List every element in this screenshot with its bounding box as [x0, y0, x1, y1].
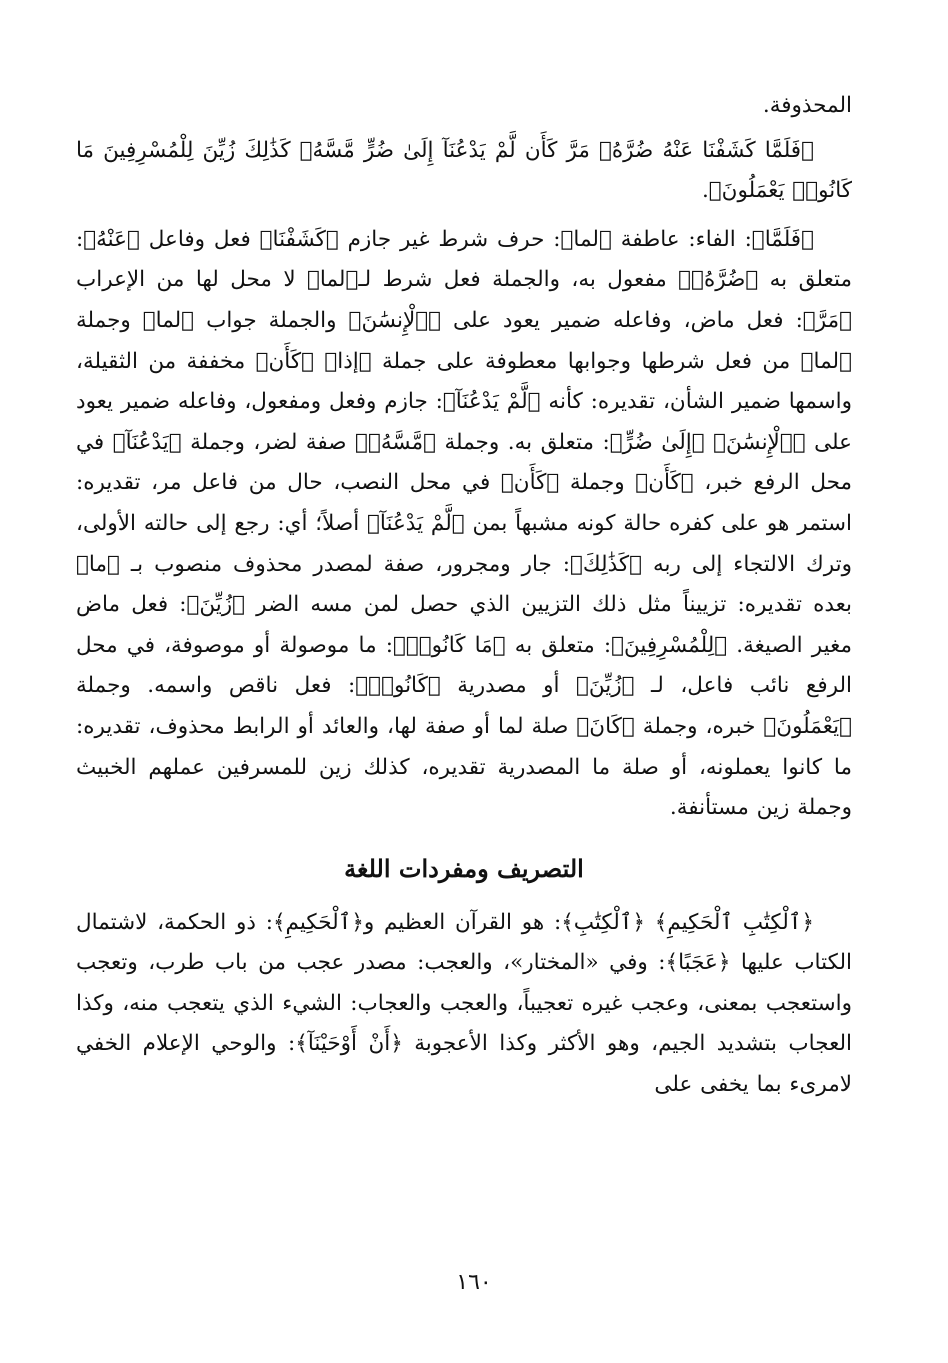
quran-verse: ﴿فَلَمَّا كَشَفْنَا عَنْهُ ضُرَّهُۥ مَرَّ كَأَن لَّمْ يَدْعُنَآ إِلَىٰ ضُرٍّ مَّسَّهُۥ كَذَٰلِكَ زُيِّنَ لِلْمُسْرِفِينَ مَا كَانُوا۟ يَعْمَلُونَ﴾.	[76, 137, 852, 204]
page-content	[76, 86, 852, 1106]
grammatical-analysis-paragraph: ﴿فَلَمَّا﴾: الفاء: عاطفة ﴿لما﴾: حرف شرط غير جازم ﴿كَشَفْنَا﴾ فعل وفاعل ﴿عَنْهُ﴾: متعلق به ﴿ضُرَّهُۥ﴾ مفعول به، والجملة فعل شرط لـ﴿لما﴾ لا محل لها من الإعراب ﴿مَرَّ﴾: فعل ماض، وفاعله ضمير يعود على ﴿ٱلْإِنسَٰنَ﴾ والجملة جواب ﴿لما﴾ وجملة ﴿لما﴾ من فعل شرطها وجوابها معطوفة على جملة ﴿إذا﴾ ﴿كَأَن﴾ مخففة من الثقيلة، واسمها ضمير الشأن، تقديره: كأنه ﴿لَّمْ يَدْعُنَآ﴾: جازم وفعل ومفعول، وفاعله ضمير يعود على ﴿ٱلْإِنسَٰنَ﴾ ﴿إِلَىٰ ضُرٍّ﴾: متعلق به. وجملة ﴿مَّسَّهُۥ﴾ صفة لضر، وجملة ﴿يَدْعُنَآ﴾ في محل الرفع خبر، ﴿كَأَن﴾ وجملة ﴿كَأَن﴾ في محل النصب، حال من فاعل مر، تقديره: استمر هو على كفره حالة كونه مشبهاً بمن ﴿لَّمْ يَدْعُنَآ﴾ أصلاً؛ أي: رجع إلى حالته الأولى، وترك الالتجاء إلى ربه ﴿كَذَٰلِكَ﴾: جار ومجرور، صفة لمصدر محذوف منصوب بـ ﴿ما﴾ بعده تقديره: تزييناً مثل ذلك التزيين الذي حصل لمن مسه الضر ﴿زُيِّنَ﴾: فعل ماض مغير الصيغة. ﴿لِلْمُسْرِفِينَ﴾: متعلق به ﴿مَا كَانُوا۟﴾: ما موصولة أو موصوفة، في محل الرفع نائب فاعل، لـ ﴿زُيِّنَ﴾ أو مصدرية ﴿كَانُوا۟﴾: فعل ناقص واسمه. وجملة ﴿يَعْمَلُونَ﴾ خبره، وجملة ﴿كَانَ﴾ صلة لما أو صفة لها، والعائد أو الرابط محذوف، تقديره: ما كانوا يعملونه، أو صلة ما المصدرية تقديره، كذلك زين للمسرفين عملهم الخبيث وجملة زين مستأنفة.	[76, 226, 852, 821]
page-number: ١٦٠	[456, 1270, 492, 1295]
vocabulary-paragraph: ﴿ٱلْكِتَٰبِ ٱلْحَكِيمِ﴾ ﴿ٱلْكِتَٰبِ﴾: هو القرآن العظيم و﴿ٱلْحَكِيمِ﴾: ذو الحكمة، لاشتمال الكتاب عليها ﴿عَجَبًا﴾: وفي «المختار»، والعجب: مصدر عجب من باب طرب، وتعجب واستعجب بمعنى، وعجب غيره تعجيباً، والعجب والعجاب: الشيء الذي يتعجب منه، وكذا العجاب بتشديد الجيم، وهو الأكثر وكذا الأعجوبة ﴿أَنْ أَوْحَيْنَآ﴾: والوحي الإعلام الخفي لامرىء بما يخفى على	[76, 909, 852, 1098]
intro-line: المحذوفة.	[762, 93, 852, 118]
section-heading: التصريف ومفردات اللغة	[344, 853, 584, 883]
